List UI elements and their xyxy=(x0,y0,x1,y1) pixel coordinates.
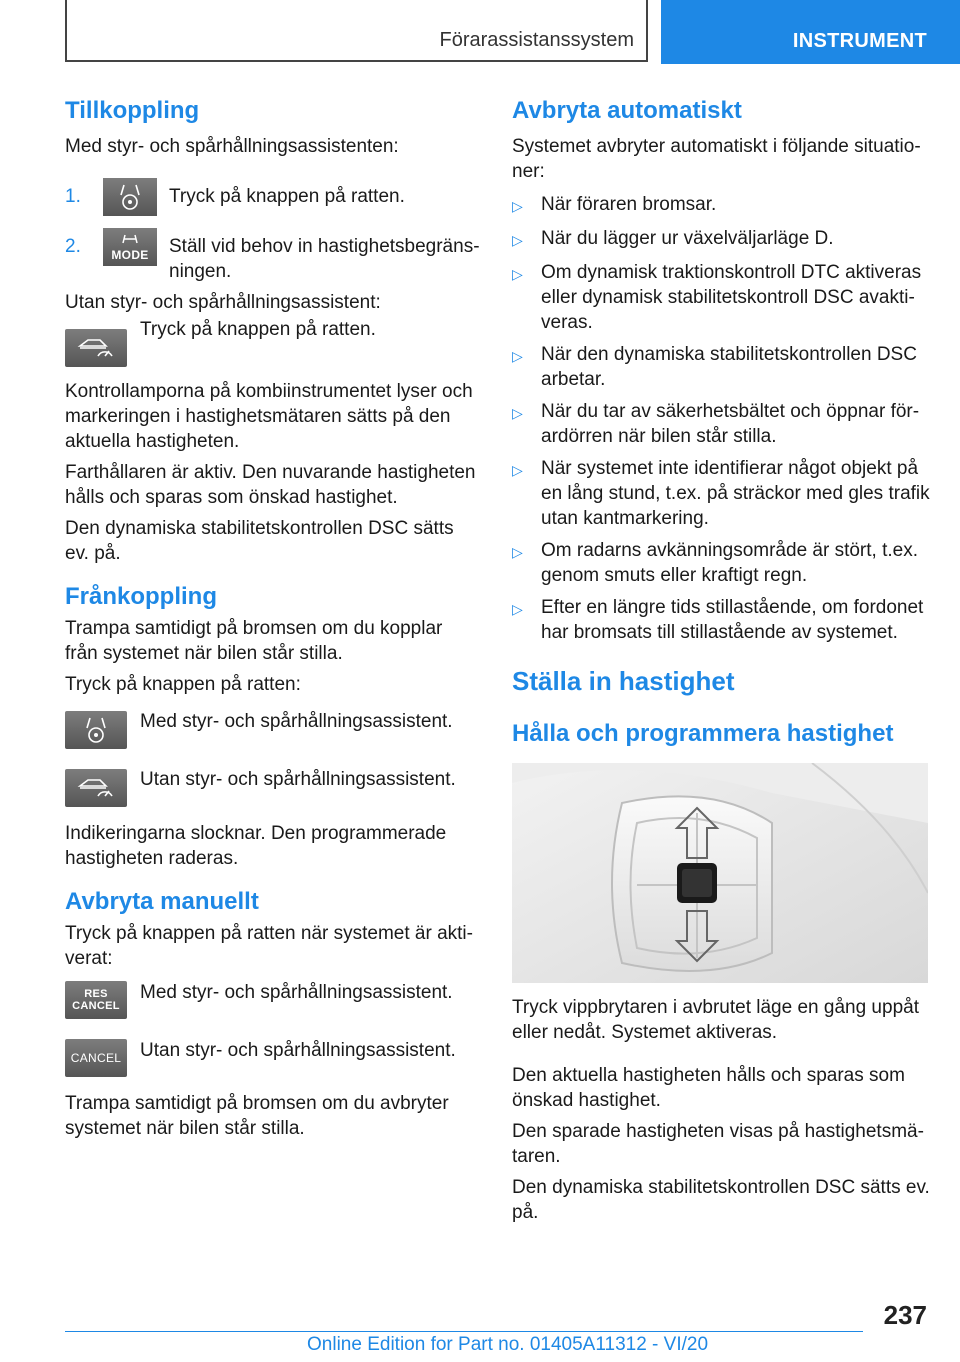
text-vippbrytare: Tryck vippbrytaren i avbrutet läge en gång uppåt eller nedåt. Systemet aktiveras. xyxy=(512,997,919,1043)
footer-edition-text: Online Edition for Part no. 01405A11312 - VI/20 xyxy=(307,1334,709,1355)
res-label: RES xyxy=(84,988,108,1000)
page-number: 237 xyxy=(883,1300,927,1330)
bullet-text: När du tar av säkerhetsbältet och öppnar för-ardörren när bilen står stilla. xyxy=(541,401,920,447)
header-chapter-tab[interactable] xyxy=(661,0,960,64)
text-farthallare: Farthållaren är aktiv. Den nuvarande hastigheten hålls och sparas som önskad hastighet. xyxy=(65,462,476,508)
button-row-5 xyxy=(65,1039,480,1077)
mode-label: MODE xyxy=(111,248,149,262)
heading-frankoppling: Frånkoppling xyxy=(65,583,217,610)
button-row-4 xyxy=(65,981,480,1019)
text-sparade-hastighet: Den sparade hastigheten visas på hastighetsmä-taren. xyxy=(512,1121,924,1167)
button-row-2 xyxy=(65,711,480,749)
text-tryck-knapp: Tryck på knappen på ratten: xyxy=(65,674,301,695)
triangle-bullet-icon: ▷ xyxy=(512,348,523,364)
button-5-text: Utan styr- och spårhållningsassistent. xyxy=(140,1040,456,1061)
step-2 xyxy=(65,228,480,284)
triangle-bullet-icon: ▷ xyxy=(512,544,523,560)
text-trampa: Trampa samtidigt på bromsen om du kopplar från systemet när bilen står stilla. xyxy=(65,618,443,664)
text-systemet-avbryter: Systemet avbryter automatiskt i följande situatio-ner: xyxy=(512,136,921,182)
heading-halla-programmera: Hålla och programmera hastighet xyxy=(512,720,894,747)
bullet-item xyxy=(512,260,930,335)
step-1-text: Tryck på knappen på ratten. xyxy=(169,186,405,207)
steering-assist-icon xyxy=(65,711,127,749)
text-utan-styr: Utan styr- och spårhållningsassistent: xyxy=(65,292,381,313)
bullet-item xyxy=(512,192,930,219)
bullet-item xyxy=(512,342,930,392)
heading-avbryta-manuellt: Avbryta manuellt xyxy=(65,888,259,915)
step-2-text: Ställ vid behov in hastighetsbegräns-ningen. xyxy=(169,236,480,282)
bullet-item xyxy=(512,595,930,645)
text-trampa-avbryter: Trampa samtidigt på bromsen om du avbryter systemet när bilen står stilla. xyxy=(65,1093,449,1139)
bullet-list xyxy=(512,192,930,645)
bullet-text: När föraren bromsar. xyxy=(541,194,717,215)
res-cancel-button-icon xyxy=(65,981,127,1019)
bullet-text: Efter en längre tids stillastående, om fordonet har bromsats till stillastående av systemet. xyxy=(541,597,924,643)
heading-tillkoppling: Tillkoppling xyxy=(65,97,200,124)
header-chapter-label: INSTRUMENT xyxy=(792,30,927,52)
text-tryck-aktiverat: Tryck på knappen på ratten när systemet är akti-verat: xyxy=(65,923,473,969)
heading-stalla-in-hastighet: Ställa in hastighet xyxy=(512,666,735,696)
triangle-bullet-icon: ▷ xyxy=(512,266,523,282)
cancel-button-icon xyxy=(65,1039,127,1077)
left-column xyxy=(65,96,480,1141)
button-row-3 xyxy=(65,769,480,807)
triangle-bullet-icon: ▷ xyxy=(512,405,523,421)
cruise-control-icon xyxy=(65,769,127,807)
text-kontroll: Kontrollamporna på kombiinstrumentet lyser och markeringen i hastighetsmätaren sätts på den aktuella hastigheten. xyxy=(65,381,473,452)
footer-divider xyxy=(65,1331,863,1332)
text-dsc: Den dynamiska stabilitetskontrollen DSC sätts ev. på. xyxy=(65,518,454,564)
bullet-text: Om dynamisk traktionskontroll DTC aktiveras eller dynamisk stabilitetskontroll DSC avakti-veras. xyxy=(541,262,922,333)
triangle-bullet-icon: ▷ xyxy=(512,198,523,214)
mode-button-icon xyxy=(103,228,157,266)
button-2-text: Med styr- och spårhållningsassistent. xyxy=(140,711,453,732)
step-1-number: 1. xyxy=(65,186,81,207)
text-aktuella-hastighet: Den aktuella hastigheten hålls och sparas som önskad hastighet. xyxy=(512,1065,905,1111)
heading-avbryta-automatiskt: Avbryta automatiskt xyxy=(512,97,742,124)
bullet-text: Om radarns avkänningsområde är stört, t.ex. genom smuts eller kraftigt regn. xyxy=(541,540,918,586)
triangle-bullet-icon: ▷ xyxy=(512,462,523,478)
bullet-item xyxy=(512,226,930,253)
steering-assist-icon xyxy=(103,178,157,216)
button-row-1 xyxy=(65,319,480,367)
text-indikeringar: Indikeringarna slocknar. Den programmerade hastigheten raderas. xyxy=(65,823,447,869)
text-med-styr: Med styr- och spårhållningsassistenten: xyxy=(65,136,399,157)
bullet-item xyxy=(512,399,930,449)
header-section-title: Förarassistanssystem xyxy=(439,29,634,51)
button-1-text: Tryck på knappen på ratten. xyxy=(140,319,376,340)
button-4-text: Med styr- och spårhållningsassistent. xyxy=(140,982,453,1003)
right-column xyxy=(512,96,930,1225)
bullet-text: När systemet inte identifierar något objekt på en lång stund, t.ex. på sträckor med gles trafik utan kantmarkering. xyxy=(541,458,930,529)
bullet-item xyxy=(512,538,930,588)
triangle-bullet-icon: ▷ xyxy=(512,601,523,617)
text-dsc-2: Den dynamiska stabilitetskontrollen DSC sätts ev. på. xyxy=(512,1177,930,1223)
bullet-text: När du lägger ur växelväljarläge D. xyxy=(541,228,834,249)
bullet-item xyxy=(512,456,930,531)
step-2-number: 2. xyxy=(65,236,81,257)
cancel-label: CANCEL xyxy=(70,1051,122,1065)
steering-wheel-switch-image xyxy=(512,763,928,983)
cancel-label: CANCEL xyxy=(72,1000,120,1012)
triangle-bullet-icon: ▷ xyxy=(512,232,523,248)
bullet-text: När den dynamiska stabilitetskontrollen DSC arbetar. xyxy=(541,344,917,390)
button-3-text: Utan styr- och spårhållningsassistent. xyxy=(140,769,456,790)
header-section-box xyxy=(65,0,648,62)
cruise-control-icon xyxy=(65,329,127,367)
step-1 xyxy=(65,178,480,216)
